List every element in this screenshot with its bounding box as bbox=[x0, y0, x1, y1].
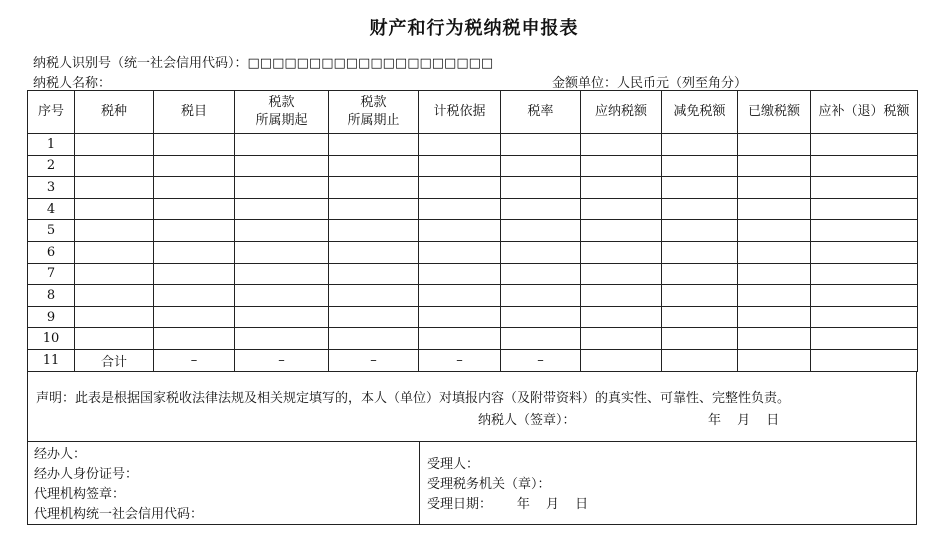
table-row bbox=[28, 328, 918, 350]
column-header bbox=[75, 91, 154, 134]
table-cell[interactable] bbox=[581, 349, 662, 371]
table-cell[interactable] bbox=[419, 198, 501, 220]
table-cell: 合计 bbox=[75, 349, 154, 371]
table-cell[interactable] bbox=[75, 155, 154, 177]
table-cell[interactable] bbox=[75, 328, 154, 350]
table-cell[interactable] bbox=[738, 220, 811, 242]
table-cell[interactable] bbox=[501, 263, 581, 285]
table-cell[interactable] bbox=[75, 177, 154, 199]
table-cell[interactable] bbox=[419, 328, 501, 350]
table-cell[interactable] bbox=[501, 198, 581, 220]
table-cell[interactable] bbox=[811, 155, 918, 177]
table-row bbox=[28, 220, 918, 242]
table-cell[interactable] bbox=[662, 134, 738, 156]
taxpayer-id-label: 纳税人识别号（统一社会信用代码）： bbox=[33, 56, 248, 71]
table-cell[interactable] bbox=[329, 328, 419, 350]
table-cell[interactable] bbox=[235, 328, 329, 350]
row-number: 5 bbox=[28, 220, 75, 242]
handler-field[interactable]: 经办人： bbox=[34, 447, 87, 462]
handler-id-field[interactable]: 经办人身份证号： bbox=[34, 467, 139, 482]
table-cell[interactable] bbox=[662, 177, 738, 199]
agent-info bbox=[34, 445, 203, 525]
column-header bbox=[28, 91, 75, 134]
table-cell[interactable] bbox=[811, 285, 918, 307]
table-cell[interactable] bbox=[662, 328, 738, 350]
row-number: 10 bbox=[28, 328, 75, 350]
table-cell[interactable] bbox=[329, 263, 419, 285]
table-cell[interactable] bbox=[75, 306, 154, 328]
table-cell[interactable] bbox=[501, 328, 581, 350]
table-cell[interactable] bbox=[811, 349, 918, 371]
table-cell[interactable] bbox=[811, 306, 918, 328]
table-cell[interactable] bbox=[501, 177, 581, 199]
column-header bbox=[738, 91, 811, 134]
table-cell[interactable] bbox=[581, 285, 662, 307]
table-cell[interactable] bbox=[738, 306, 811, 328]
declaration-text: 声明：此表是根据国家税收法律法规及相关规定填写的，本人（单位）对填报内容（及附带资料）的真实性、可靠性、完整性负责。 bbox=[36, 391, 791, 406]
table-cell[interactable] bbox=[419, 220, 501, 242]
table-cell[interactable] bbox=[75, 198, 154, 220]
table-cell[interactable] bbox=[662, 349, 738, 371]
form-title: 财产和行为税纳税申报表 bbox=[369, 18, 579, 39]
column-header-line1: 应补（退）税额 bbox=[818, 104, 910, 119]
table-cell[interactable] bbox=[811, 134, 918, 156]
table-cell[interactable] bbox=[75, 263, 154, 285]
table-cell: – bbox=[154, 349, 235, 371]
table-cell[interactable] bbox=[329, 155, 419, 177]
table-cell[interactable] bbox=[419, 285, 501, 307]
table-cell[interactable] bbox=[329, 241, 419, 263]
table-cell[interactable] bbox=[581, 241, 662, 263]
table-cell[interactable] bbox=[154, 306, 235, 328]
table-cell[interactable] bbox=[581, 155, 662, 177]
receipt-date-field[interactable] bbox=[427, 495, 588, 515]
column-header-line1: 减免税额 bbox=[673, 104, 726, 119]
table-row bbox=[28, 285, 918, 307]
table-cell[interactable] bbox=[662, 198, 738, 220]
table-cell[interactable] bbox=[738, 328, 811, 350]
table-row bbox=[28, 306, 918, 328]
table-row bbox=[28, 134, 918, 156]
taxpayer-id-boxes[interactable]: □□□□□□□□□□□□□□□□□□□□ bbox=[247, 56, 494, 71]
table-cell[interactable] bbox=[738, 349, 811, 371]
table-cell[interactable] bbox=[154, 198, 235, 220]
column-header bbox=[154, 91, 235, 134]
table-cell[interactable] bbox=[329, 306, 419, 328]
table-row bbox=[28, 198, 918, 220]
table-cell[interactable] bbox=[154, 263, 235, 285]
column-header-line2: 所属期起 bbox=[255, 113, 308, 128]
taxpayer-name-label[interactable]: 纳税人名称： bbox=[33, 76, 112, 91]
column-header bbox=[662, 91, 738, 134]
column-header bbox=[501, 91, 581, 134]
row-number: 3 bbox=[28, 177, 75, 199]
row-number: 11 bbox=[28, 349, 75, 371]
receipt-info bbox=[427, 455, 588, 515]
header-row bbox=[28, 91, 918, 134]
table-cell[interactable] bbox=[235, 155, 329, 177]
table-row bbox=[28, 177, 918, 199]
row-number: 1 bbox=[28, 134, 75, 156]
column-header-line1: 计税依据 bbox=[433, 104, 486, 119]
taxpayer-id-row bbox=[33, 52, 493, 71]
taxpayer-signature-label[interactable]: 纳税人（签章）： bbox=[478, 413, 576, 428]
row-number: 7 bbox=[28, 263, 75, 285]
column-header-line1: 税种 bbox=[100, 104, 127, 119]
table-cell[interactable] bbox=[662, 306, 738, 328]
table-cell: – bbox=[235, 349, 329, 371]
tax-office-field[interactable]: 受理税务机关（章）： bbox=[427, 477, 551, 492]
table-cell[interactable] bbox=[811, 263, 918, 285]
tax-declaration-table bbox=[27, 90, 918, 372]
table-cell[interactable] bbox=[738, 134, 811, 156]
table-cell[interactable] bbox=[501, 155, 581, 177]
table-cell[interactable] bbox=[811, 198, 918, 220]
table-cell[interactable] bbox=[154, 285, 235, 307]
column-header bbox=[419, 91, 501, 134]
row-number: 9 bbox=[28, 306, 75, 328]
table-cell[interactable] bbox=[75, 134, 154, 156]
table-cell[interactable] bbox=[738, 155, 811, 177]
table-cell[interactable] bbox=[662, 285, 738, 307]
table-cell[interactable] bbox=[662, 263, 738, 285]
table-cell[interactable] bbox=[581, 220, 662, 242]
table-cell[interactable] bbox=[662, 155, 738, 177]
column-header-line1: 税率 bbox=[527, 104, 554, 119]
table-cell[interactable] bbox=[581, 198, 662, 220]
table-cell[interactable] bbox=[154, 177, 235, 199]
declaration-section bbox=[27, 371, 917, 442]
column-header-line1: 税款 bbox=[360, 95, 387, 110]
table-cell[interactable] bbox=[419, 177, 501, 199]
column-header-line1: 序号 bbox=[37, 104, 64, 119]
table-cell[interactable] bbox=[154, 134, 235, 156]
table-cell[interactable] bbox=[75, 241, 154, 263]
table-cell[interactable] bbox=[811, 177, 918, 199]
table-cell[interactable] bbox=[501, 241, 581, 263]
table-cell[interactable] bbox=[419, 263, 501, 285]
table-cell[interactable] bbox=[501, 285, 581, 307]
table-cell[interactable] bbox=[738, 285, 811, 307]
section-divider bbox=[419, 441, 420, 524]
table-cell[interactable] bbox=[419, 306, 501, 328]
table-cell[interactable] bbox=[235, 306, 329, 328]
table-row bbox=[28, 241, 918, 263]
receipt-date-value: 年 月 日 bbox=[516, 497, 589, 512]
table-cell[interactable] bbox=[581, 177, 662, 199]
receiver-field[interactable]: 受理人： bbox=[427, 457, 480, 472]
table-cell[interactable] bbox=[501, 306, 581, 328]
table-cell[interactable] bbox=[154, 220, 235, 242]
column-header-line1: 已缴税额 bbox=[747, 104, 800, 119]
table-cell[interactable] bbox=[154, 241, 235, 263]
table-row bbox=[28, 155, 918, 177]
table-row bbox=[28, 349, 918, 371]
table-cell[interactable] bbox=[154, 328, 235, 350]
table-cell[interactable] bbox=[329, 285, 419, 307]
table-cell[interactable] bbox=[581, 134, 662, 156]
column-header-line2: 所属期止 bbox=[347, 113, 400, 128]
table-cell[interactable] bbox=[235, 177, 329, 199]
table-cell[interactable] bbox=[329, 134, 419, 156]
table-cell[interactable] bbox=[235, 263, 329, 285]
table-cell[interactable] bbox=[419, 241, 501, 263]
row-number: 4 bbox=[28, 198, 75, 220]
column-header bbox=[811, 91, 918, 134]
table-cell[interactable] bbox=[75, 220, 154, 242]
table-cell[interactable] bbox=[738, 198, 811, 220]
agency-seal-field[interactable]: 代理机构签章： bbox=[34, 487, 126, 502]
receipt-date-label: 受理日期： bbox=[427, 497, 493, 512]
table-cell[interactable] bbox=[329, 177, 419, 199]
table-cell[interactable] bbox=[581, 263, 662, 285]
table-cell[interactable] bbox=[75, 285, 154, 307]
table-cell[interactable] bbox=[419, 134, 501, 156]
table-cell[interactable] bbox=[419, 155, 501, 177]
column-header bbox=[329, 91, 419, 134]
table-cell[interactable] bbox=[154, 155, 235, 177]
column-header-line1: 税目 bbox=[180, 104, 207, 119]
table-cell[interactable] bbox=[235, 285, 329, 307]
table-cell[interactable] bbox=[235, 198, 329, 220]
table-cell[interactable] bbox=[738, 241, 811, 263]
column-header-line1: 税款 bbox=[268, 95, 295, 110]
row-number: 6 bbox=[28, 241, 75, 263]
table-cell[interactable] bbox=[235, 134, 329, 156]
table-cell[interactable] bbox=[811, 241, 918, 263]
row-number: 8 bbox=[28, 285, 75, 307]
column-header-line1: 应纳税额 bbox=[594, 104, 647, 119]
table-cell[interactable] bbox=[738, 177, 811, 199]
amount-unit-label: 金额单位：人民币元（列至角分） bbox=[552, 76, 748, 91]
table-cell[interactable] bbox=[738, 263, 811, 285]
table-row bbox=[28, 263, 918, 285]
declaration-date[interactable]: 年 月 日 bbox=[708, 413, 780, 428]
table-cell[interactable] bbox=[662, 220, 738, 242]
table-cell[interactable] bbox=[501, 134, 581, 156]
column-header bbox=[581, 91, 662, 134]
table-cell[interactable] bbox=[581, 328, 662, 350]
table-cell[interactable] bbox=[235, 220, 329, 242]
table-cell: – bbox=[329, 349, 419, 371]
table-cell[interactable] bbox=[811, 328, 918, 350]
table-cell: – bbox=[501, 349, 581, 371]
table-cell[interactable] bbox=[501, 220, 581, 242]
agency-code-field[interactable]: 代理机构统一社会信用代码： bbox=[34, 507, 204, 522]
handling-section bbox=[27, 441, 917, 525]
table-cell[interactable] bbox=[329, 198, 419, 220]
table-cell[interactable] bbox=[811, 220, 918, 242]
row-number: 2 bbox=[28, 155, 75, 177]
table-cell[interactable] bbox=[329, 220, 419, 242]
column-header bbox=[235, 91, 329, 134]
table-cell: – bbox=[419, 349, 501, 371]
table-cell[interactable] bbox=[662, 241, 738, 263]
table-cell[interactable] bbox=[235, 241, 329, 263]
table-cell[interactable] bbox=[581, 306, 662, 328]
